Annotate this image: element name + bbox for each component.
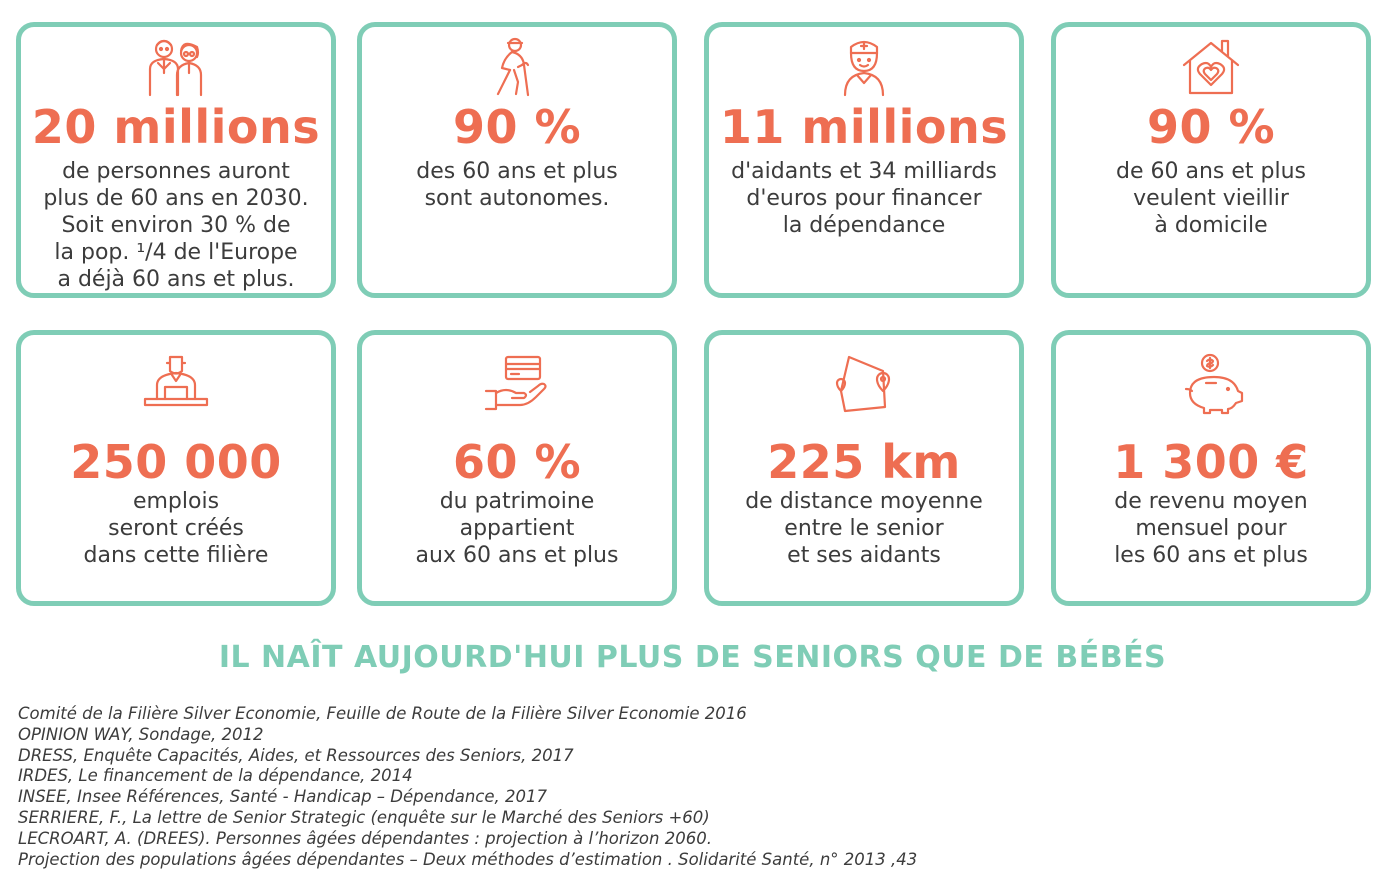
source-item: LECROART, A. (DREES). Personnes âgées dépendantes : projection à l’horizon 2060. <box>18 828 712 848</box>
stat-card-wealth <box>357 330 677 606</box>
stat-value: 250 000 <box>70 435 282 489</box>
headline: IL NAÎT AUJOURD'HUI PLUS DE SENIORS QUE DE BÉBÉS <box>218 640 1167 675</box>
stat-value: 11 millions <box>719 100 1009 154</box>
stat-description: emplois seront créés dans cette filière <box>83 489 269 568</box>
office-worker-icon <box>141 353 211 415</box>
house-heart-icon <box>1176 35 1246 97</box>
nurse-icon <box>829 35 899 97</box>
stat-card-home-aging <box>1051 22 1371 298</box>
stat-value: 20 millions <box>31 100 321 154</box>
source-item: Comité de la Filière Silver Economie, Feuille de Route de la Filière Silver Economie 2016 <box>18 704 747 723</box>
source-item: IRDES, Le financement de la dépendance, 2014 <box>18 766 413 786</box>
stat-description: de revenu moyen mensuel pour les 60 ans et plus <box>1114 489 1308 568</box>
map-pins-icon <box>829 353 899 415</box>
stat-card-caregivers <box>704 22 1024 298</box>
source-item: Projection des populations âgées dépendantes – Deux méthodes d’estimation . Solidarité Santé, n° 2013 ,43 <box>18 849 918 869</box>
stat-value: 1 300 € <box>1113 435 1309 489</box>
walking-senior-icon <box>482 35 552 97</box>
stat-card-income <box>1051 330 1371 606</box>
piggy-bank-icon <box>1176 353 1246 415</box>
hand-card-icon <box>482 353 552 415</box>
source-item: OPINION WAY, Sondage, 2012 <box>18 724 264 744</box>
stat-description: de 60 ans et plus veulent vieillir à domicile <box>1116 159 1306 238</box>
stat-card-jobs <box>16 330 336 606</box>
stat-value: 90 % <box>452 100 582 154</box>
elderly-couple-icon <box>141 35 211 97</box>
sources-list <box>18 704 917 870</box>
stat-description: d'aidants et 34 milliards d'euros pour financer la dépendance <box>731 159 997 238</box>
stat-description: des 60 ans et plus sont autonomes. <box>416 159 618 211</box>
source-item: DRESS, Enquête Capacités, Aides, et Ressources des Seniors, 2017 <box>18 745 574 765</box>
source-item: INSEE, Insee Références, Santé - Handicap – Dépendance, 2017 <box>18 787 547 807</box>
stat-value: 60 % <box>452 435 582 489</box>
source-item: SERRIERE, F., La lettre de Senior Strategic (enquête sur le Marché des Seniors +60) <box>18 807 710 827</box>
stat-description: de personnes auront plus de 60 ans en 2030. Soit environ 30 % de la pop. ¹/4 de l'Europe a déjà 60 ans et plus. <box>43 159 309 292</box>
stat-card-seniors-2030 <box>16 22 336 298</box>
stat-card-distance <box>704 330 1024 606</box>
stat-value: 225 km <box>767 435 961 489</box>
stat-card-autonomous <box>357 22 677 298</box>
stat-description: de distance moyenne entre le senior et ses aidants <box>745 489 983 568</box>
stat-value: 90 % <box>1146 100 1276 154</box>
stat-description: du patrimoine appartient aux 60 ans et plus <box>415 489 619 568</box>
